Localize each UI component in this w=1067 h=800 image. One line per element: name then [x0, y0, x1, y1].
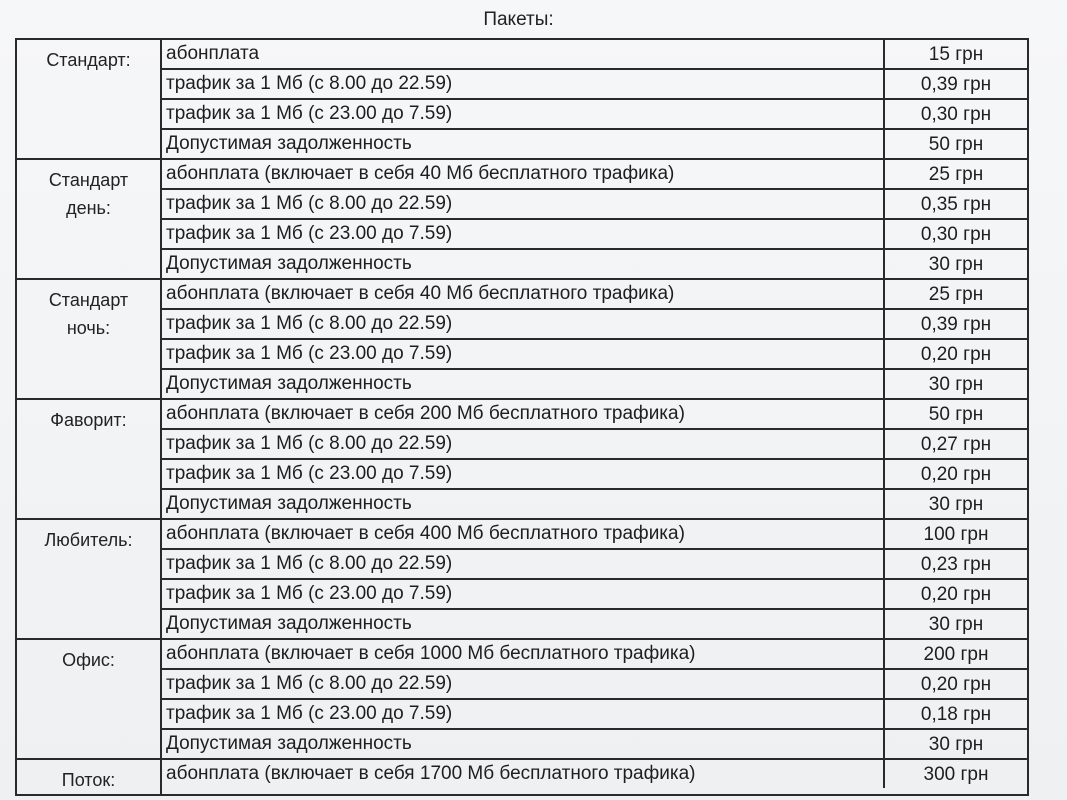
package-rows: [160, 640, 1027, 758]
row-price: 30 грн: [883, 610, 1027, 638]
package-name: Офис:: [62, 650, 115, 670]
package-rows: [160, 520, 1027, 638]
row-description: абонплата (включает в себя 200 Мб бесплатного трафика): [166, 403, 685, 424]
row-price: 15 грн: [883, 40, 1027, 68]
package-rows: [160, 160, 1027, 278]
row-description: абонплата (включает в себя 40 Мб бесплатного трафика): [166, 163, 675, 184]
package-standard-day: [17, 160, 1027, 280]
table-row: [162, 220, 1027, 250]
row-price: 0,39 грн: [883, 70, 1027, 98]
table-row: [162, 700, 1027, 730]
row-price: 0,35 грн: [883, 190, 1027, 218]
table-row: [162, 430, 1027, 460]
package-standard: [17, 40, 1027, 160]
row-description: трафик за 1 Мб (с 23.00 до 7.59): [166, 223, 453, 244]
row-price: 30 грн: [883, 250, 1027, 278]
table-row: [162, 610, 1027, 638]
table-row: [162, 370, 1027, 398]
row-price: 0,39 грн: [883, 310, 1027, 338]
table-row: [162, 730, 1027, 758]
row-description: Допустимая задолженность: [166, 733, 412, 754]
table-row: [162, 550, 1027, 580]
row-description: абонплата (включает в себя 1000 Мб бесплатного трафика): [166, 643, 696, 664]
row-price: 25 грн: [883, 280, 1027, 308]
row-description: трафик за 1 Мб (с 8.00 до 22.59): [166, 313, 453, 334]
table-row: [162, 310, 1027, 340]
table-row: [162, 640, 1027, 670]
row-price: 30 грн: [883, 370, 1027, 398]
row-price: 0,20 грн: [883, 580, 1027, 608]
row-price: 0,20 грн: [883, 460, 1027, 488]
package-standard-night: [17, 280, 1027, 400]
row-description: трафик за 1 Мб (с 23.00 до 7.59): [166, 103, 453, 124]
row-description: Допустимая задолженность: [166, 493, 412, 514]
row-description: Допустимая задолженность: [166, 253, 412, 274]
table-row: [162, 580, 1027, 610]
packages-table: [15, 38, 1029, 796]
table-row: [162, 460, 1027, 490]
row-description: трафик за 1 Мб (с 23.00 до 7.59): [166, 703, 453, 724]
row-price: 30 грн: [883, 730, 1027, 758]
table-row: [162, 130, 1027, 158]
row-description: абонплата: [166, 43, 260, 64]
row-price: 25 грн: [883, 160, 1027, 188]
row-price: 300 грн: [883, 760, 1027, 788]
table-row: [162, 190, 1027, 220]
row-price: 0,30 грн: [883, 220, 1027, 248]
row-description: абонплата (включает в себя 400 Мб бесплатного трафика): [166, 523, 685, 544]
row-description: трафик за 1 Мб (с 23.00 до 7.59): [166, 343, 453, 364]
row-description: абонплата (включает в себя 40 Мб бесплатного трафика): [166, 283, 675, 304]
package-favorite: [17, 400, 1027, 520]
package-name: Стандарт день:: [48, 170, 129, 218]
package-stream: [17, 760, 1027, 796]
row-description: трафик за 1 Мб (с 23.00 до 7.59): [166, 583, 453, 604]
table-row: [162, 760, 1027, 788]
table-row: [162, 490, 1027, 518]
table-row: [162, 160, 1027, 190]
row-price: 0,23 грн: [883, 550, 1027, 578]
row-description: трафик за 1 Мб (с 8.00 до 22.59): [166, 433, 453, 454]
row-description: Допустимая задолженность: [166, 133, 412, 154]
package-rows: [160, 40, 1027, 158]
row-price: 50 грн: [883, 130, 1027, 158]
row-description: трафик за 1 Мб (с 23.00 до 7.59): [166, 463, 453, 484]
table-row: [162, 400, 1027, 430]
table-row: [162, 40, 1027, 70]
table-row: [162, 340, 1027, 370]
package-name: Стандарт:: [46, 50, 131, 70]
table-row: [162, 280, 1027, 310]
package-rows: [160, 760, 1027, 794]
package-amateur: [17, 520, 1027, 640]
package-name: Стандарт ночь:: [48, 290, 129, 338]
table-row: [162, 70, 1027, 100]
package-name: Поток:: [61, 770, 116, 790]
row-description: трафик за 1 Мб (с 8.00 до 22.59): [166, 193, 453, 214]
row-price: 0,27 грн: [883, 430, 1027, 458]
row-description: Допустимая задолженность: [166, 373, 412, 394]
row-price: 0,20 грн: [883, 340, 1027, 368]
row-price: 0,30 грн: [883, 100, 1027, 128]
row-price: 0,20 грн: [883, 670, 1027, 698]
row-description: Допустимая задолженность: [166, 613, 412, 634]
package-office: [17, 640, 1027, 760]
row-description: трафик за 1 Мб (с 8.00 до 22.59): [166, 553, 453, 574]
table-row: [162, 520, 1027, 550]
row-price: 100 грн: [883, 520, 1027, 548]
table-row: [162, 250, 1027, 278]
row-description: трафик за 1 Мб (с 8.00 до 22.59): [166, 73, 453, 94]
table-row: [162, 100, 1027, 130]
row-price: 0,18 грн: [883, 700, 1027, 728]
table-row: [162, 670, 1027, 700]
package-name: Любитель:: [44, 530, 133, 550]
package-name: Фаворит:: [50, 410, 127, 430]
package-rows: [160, 280, 1027, 398]
row-price: 50 грн: [883, 400, 1027, 428]
row-description: абонплата (включает в себя 1700 Мб бесплатного трафика): [166, 763, 696, 784]
page-title: Пакеты:: [483, 9, 554, 30]
row-description: трафик за 1 Мб (с 8.00 до 22.59): [166, 673, 453, 694]
row-price: 30 грн: [883, 490, 1027, 518]
row-price: 200 грн: [883, 640, 1027, 668]
package-rows: [160, 400, 1027, 518]
